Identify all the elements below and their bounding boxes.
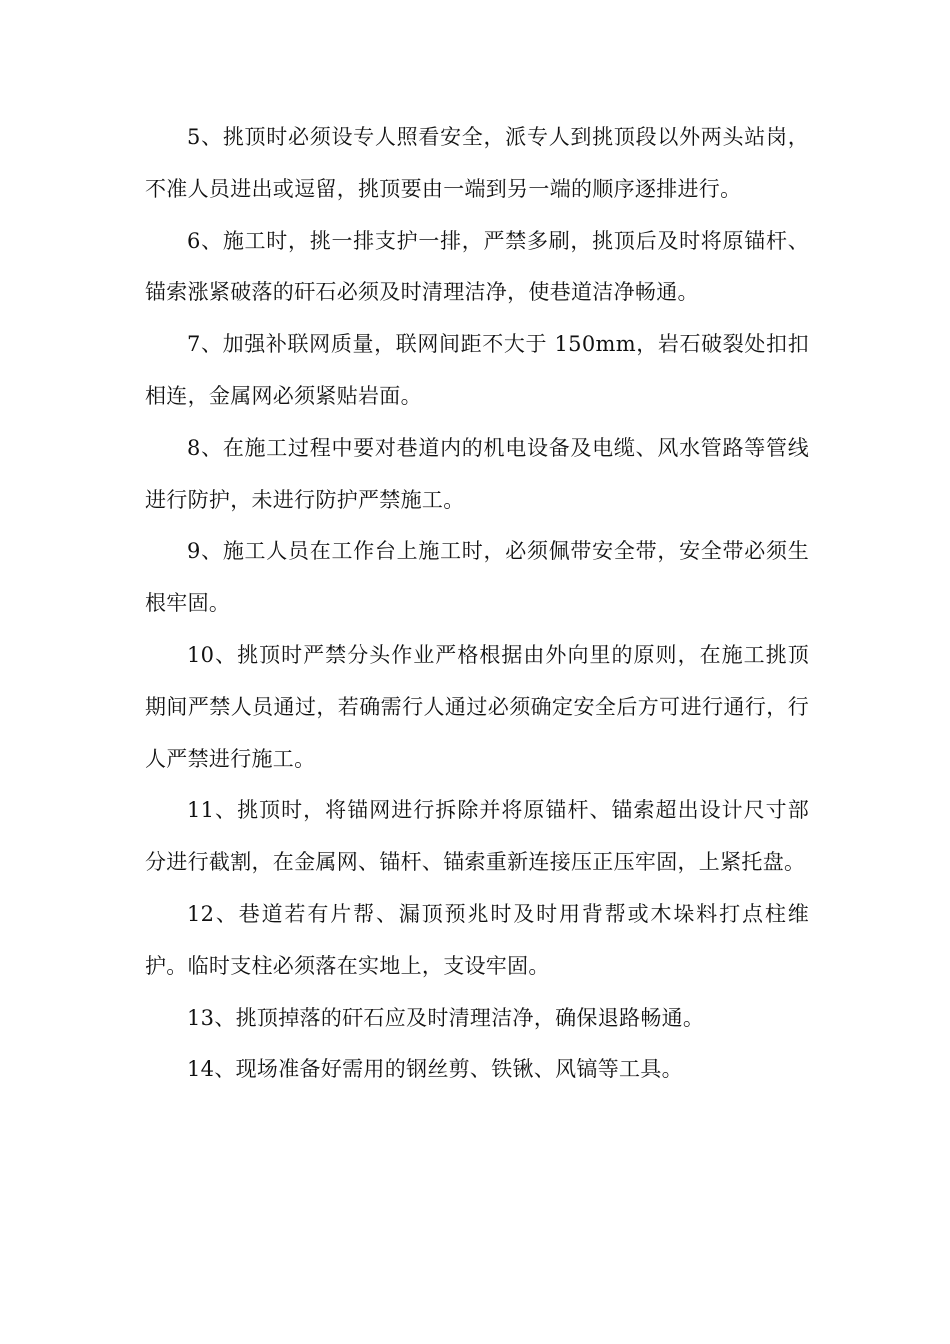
document-body	[145, 112, 809, 1096]
paragraph-item-5: 5、挑顶时必须设专人照看安全，派专人到挑顶段以外两头站岗，不准人员进出或逗留，挑顶要由一端到另一端的顺序逐排进行。	[145, 125, 809, 201]
paragraph-item-12: 12、巷道若有片帮、漏顶预兆时及时用背帮或木垛料打点柱维护。临时支柱必须落在实地上，支设牢固。	[145, 901, 809, 978]
paragraph-item-11: 11、挑顶时，将锚网进行拆除并将原锚杆、锚索超出设计尺寸部分进行截割，在金属网、锚杆、锚索重新连接压正压牢固，上紧托盘。	[145, 798, 809, 875]
paragraph-item-8: 8、在施工过程中要对巷道内的机电设备及电缆、风水管路等管线进行防护，未进行防护严禁施工。	[145, 435, 809, 512]
paragraph-item-6: 6、施工时，挑一排支护一排，严禁多刷，挑顶后及时将原锚杆、锚索涨紧破落的矸石必须及时清理洁净，使巷道洁净畅通。	[145, 228, 809, 305]
paragraph-item-13: 13、挑顶掉落的矸石应及时清理洁净，确保退路畅通。	[187, 1005, 705, 1030]
paragraph-item-9: 9、施工人员在工作台上施工时，必须佩带安全带，安全带必须生根牢固。	[145, 539, 809, 616]
paragraph-item-10: 10、挑顶时严禁分头作业严格根据由外向里的原则，在施工挑顶期间严禁人员通过，若确需行人通过必须确定安全后方可进行通行，行人严禁进行施工。	[145, 642, 809, 771]
paragraph-item-14: 14、现场准备好需用的钢丝剪、铁锹、风镐等工具。	[187, 1057, 683, 1082]
paragraph-item-7: 7、加强补联网质量，联网间距不大于 150mm，岩石破裂处扣扣相连，金属网必须紧贴岩面。	[145, 332, 809, 408]
